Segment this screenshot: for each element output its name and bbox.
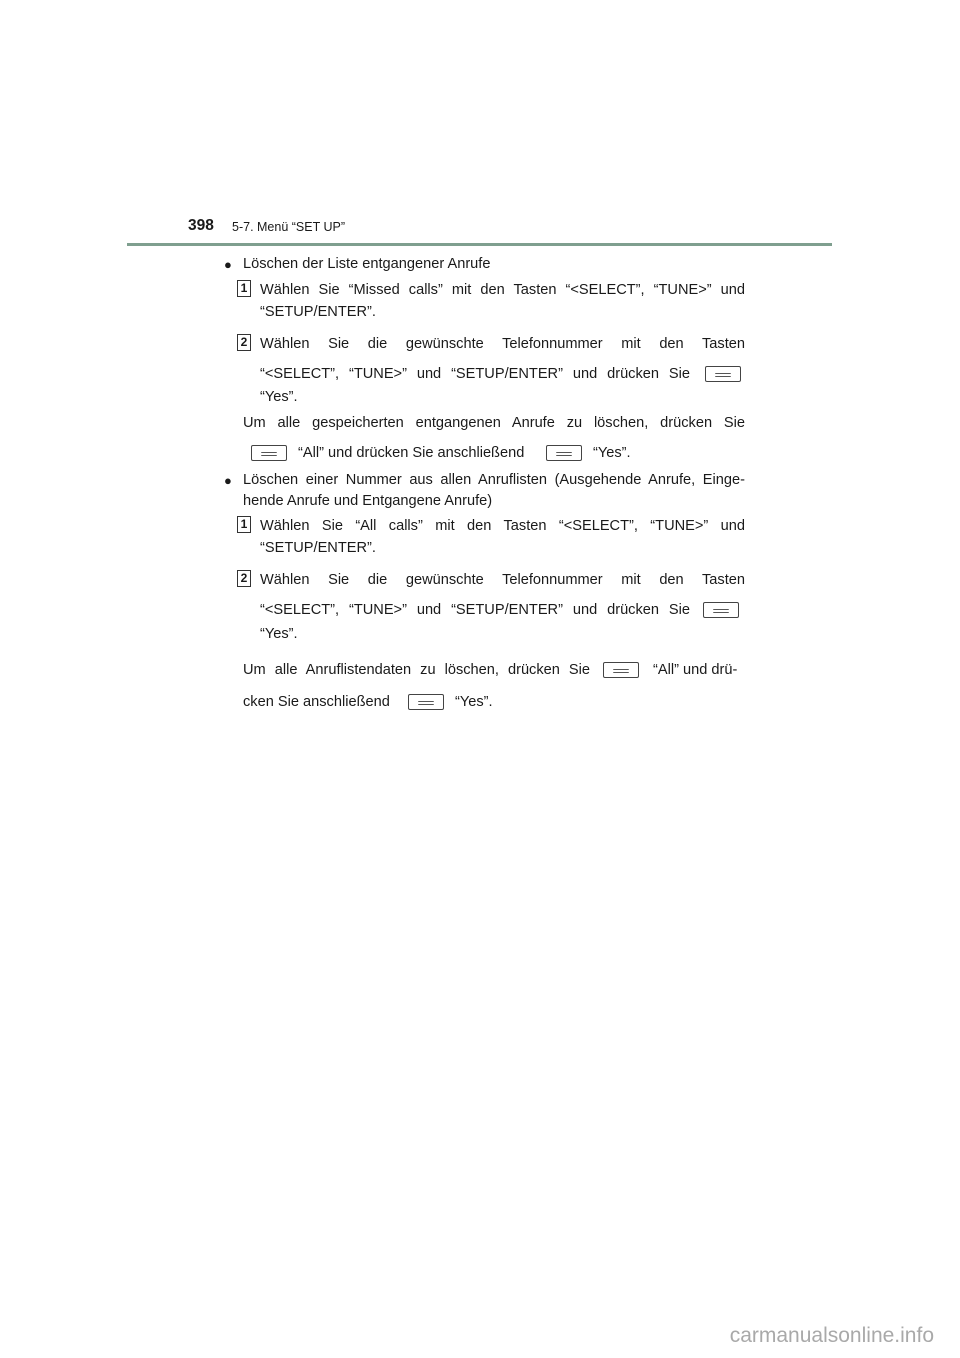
button-icon — [703, 602, 739, 618]
button-icon — [546, 445, 582, 461]
section2-note-line2b: “Yes”. — [455, 694, 493, 710]
section2-note-line1b: “All” und drü- — [653, 662, 738, 678]
section-title: 5-7. Menü “SET UP” — [232, 220, 346, 234]
button-icon — [603, 662, 639, 678]
section1-note-line1: Um alle gespeicherten entgangenen Anrufe zu löschen, drücken Sie — [243, 415, 745, 431]
section1-title: Löschen der Liste entgangener Anrufe — [243, 256, 491, 272]
section2-note-line1a: Um alle Anruflistendaten zu löschen, drücken Sie — [243, 662, 590, 678]
section1-step1-line2: “SETUP/ENTER”. — [260, 304, 376, 320]
button-icon — [251, 445, 287, 461]
section1-step1-line1: Wählen Sie “Missed calls” mit den Tasten “<SELECT”, “TUNE>” und — [260, 282, 745, 298]
bullet-icon: ● — [224, 257, 232, 272]
section2-title-line2: hende Anrufe und Entgangene Anrufe) — [243, 493, 493, 509]
step-number-badge: 1 — [237, 516, 251, 533]
step-number-badge: 2 — [237, 570, 251, 587]
section1-step2-line2: “<SELECT”, “TUNE>” und “SETUP/ENTER” und drücken Sie — [260, 366, 690, 382]
section2-step2-line1: Wählen Sie die gewünschte Telefonnummer mit den Tasten — [260, 572, 745, 588]
page-number: 398 — [188, 217, 214, 234]
step-number-badge: 2 — [237, 334, 251, 351]
section2-step1-line2: “SETUP/ENTER”. — [260, 540, 376, 556]
section1-note-line2b: “Yes”. — [593, 445, 631, 461]
section1-step2-line3: “Yes”. — [260, 389, 298, 405]
watermark: carmanualsonline.info — [729, 1324, 934, 1347]
section2-step2-line2: “<SELECT”, “TUNE>” und “SETUP/ENTER” und drücken Sie — [260, 602, 690, 618]
step-number-badge: 1 — [237, 280, 251, 297]
button-icon — [408, 694, 444, 710]
section2-step1-line1: Wählen Sie “All calls” mit den Tasten “<SELECT”, “TUNE>” und — [260, 518, 745, 534]
section1-note-line2a: “All” und drücken Sie anschließend — [298, 445, 525, 461]
button-icon — [705, 366, 741, 382]
section1-step2-line1: Wählen Sie die gewünschte Telefonnummer mit den Tasten — [260, 336, 745, 352]
bullet-icon: ● — [224, 473, 232, 488]
section2-step2-line3: “Yes”. — [260, 626, 298, 642]
header-rule — [127, 243, 832, 246]
section2-note-line2a: cken Sie anschließend — [243, 694, 390, 710]
section2-title-line1: Löschen einer Nummer aus allen Anruflisten (Ausgehende Anrufe, Einge- — [243, 472, 745, 488]
